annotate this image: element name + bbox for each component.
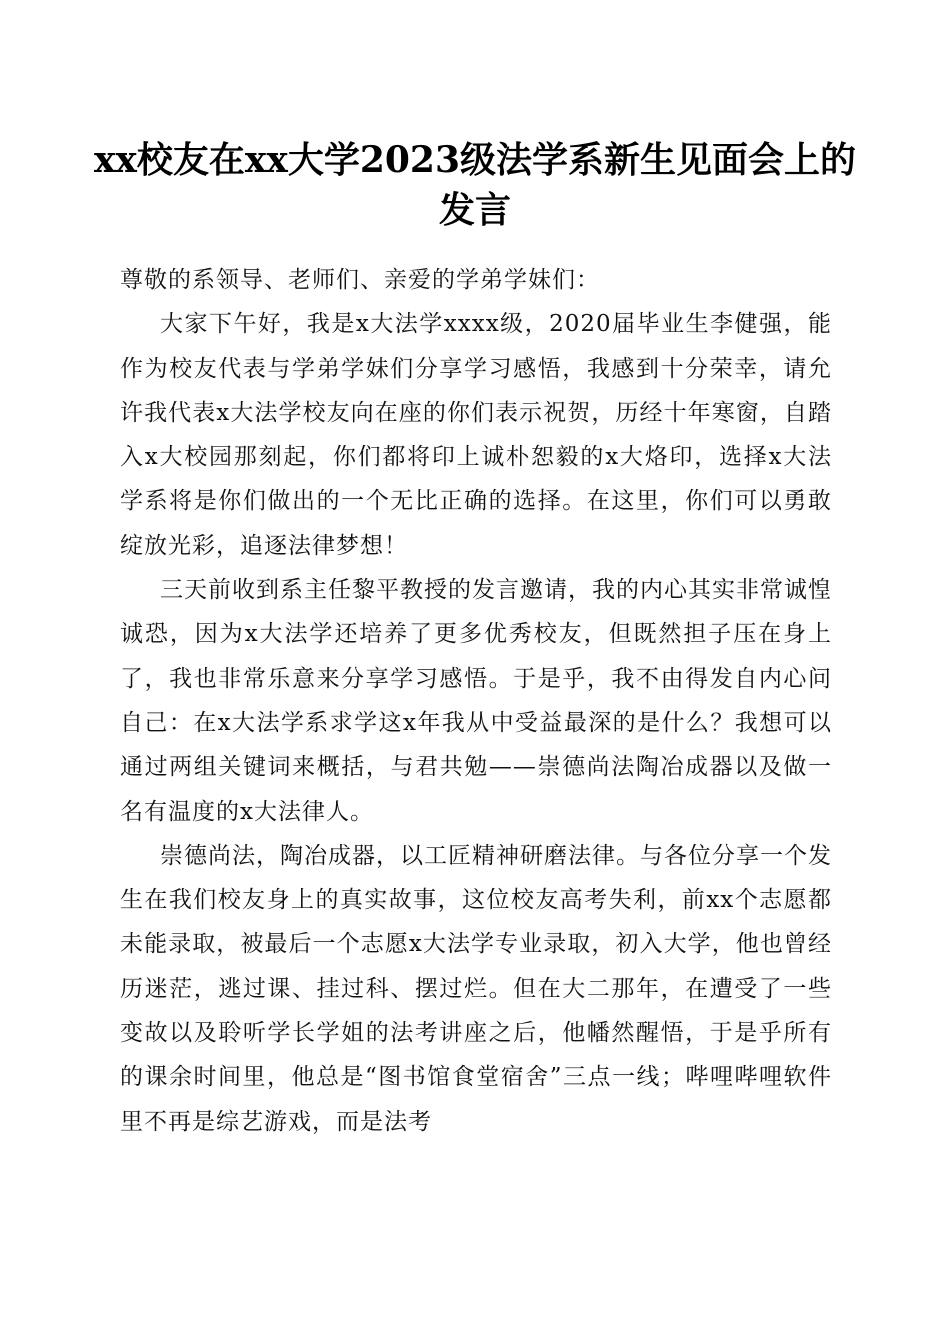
document-title: xx校友在xx大学2023级法学系新生见面会上的发言	[93, 139, 857, 231]
salutation: 尊敬的系领导、老师们、亲爱的学弟学妹们：	[120, 267, 600, 293]
paragraph-1: 大家下午好，我是x大法学xxxx级，2020届毕业生李健强，能作为校友代表与学弟学妹们分享学习感悟，我感到十分荣幸，请允许我代表x大法学校友向在座的你们表示祝贺，历经十年寒窗，自踏入x大校园那刻起，你们都将印上诚朴恕毅的x大烙印，选择x大法学系将是你们做出的一个无比正确的选择。在这里，你们可以勇敢绽放光彩，追逐法律梦想！	[120, 311, 832, 559]
paragraph-3: 崇德尚法，陶冶成器，以工匠精神研磨法律。与各位分享一个发生在我们校友身上的真实故事，这位校友高考失利，前xx个志愿都未能录取，被最后一个志愿x大法学专业录取，初入大学，他也曾经历迷茫，逃过课、挂过科、摆过烂。但在大二那年，在遭受了一些变故以及聆听学长学姐的法考讲座之后，他幡然醒悟，于是乎所有的课余时间里，他总是“图书馆食堂宿舍”三点一线；哔哩哔哩软件里不再是综艺游戏，而是法考	[120, 842, 832, 1135]
document-body	[120, 258, 832, 1144]
paragraph-2: 三天前收到系主任黎平教授的发言邀请，我的内心其实非常诚惶诚恐，因为x大法学还培养了更多优秀校友，但既然担子压在身上了，我也非常乐意来分享学习感悟。于是乎，我不由得发自内心问自己：在x大法学系求学这x年我从中受益最深的是什么？我想可以通过两组关键词来概括，与君共勉——崇德尚法陶冶成器以及做一名有温度的x大法律人。	[120, 577, 832, 825]
